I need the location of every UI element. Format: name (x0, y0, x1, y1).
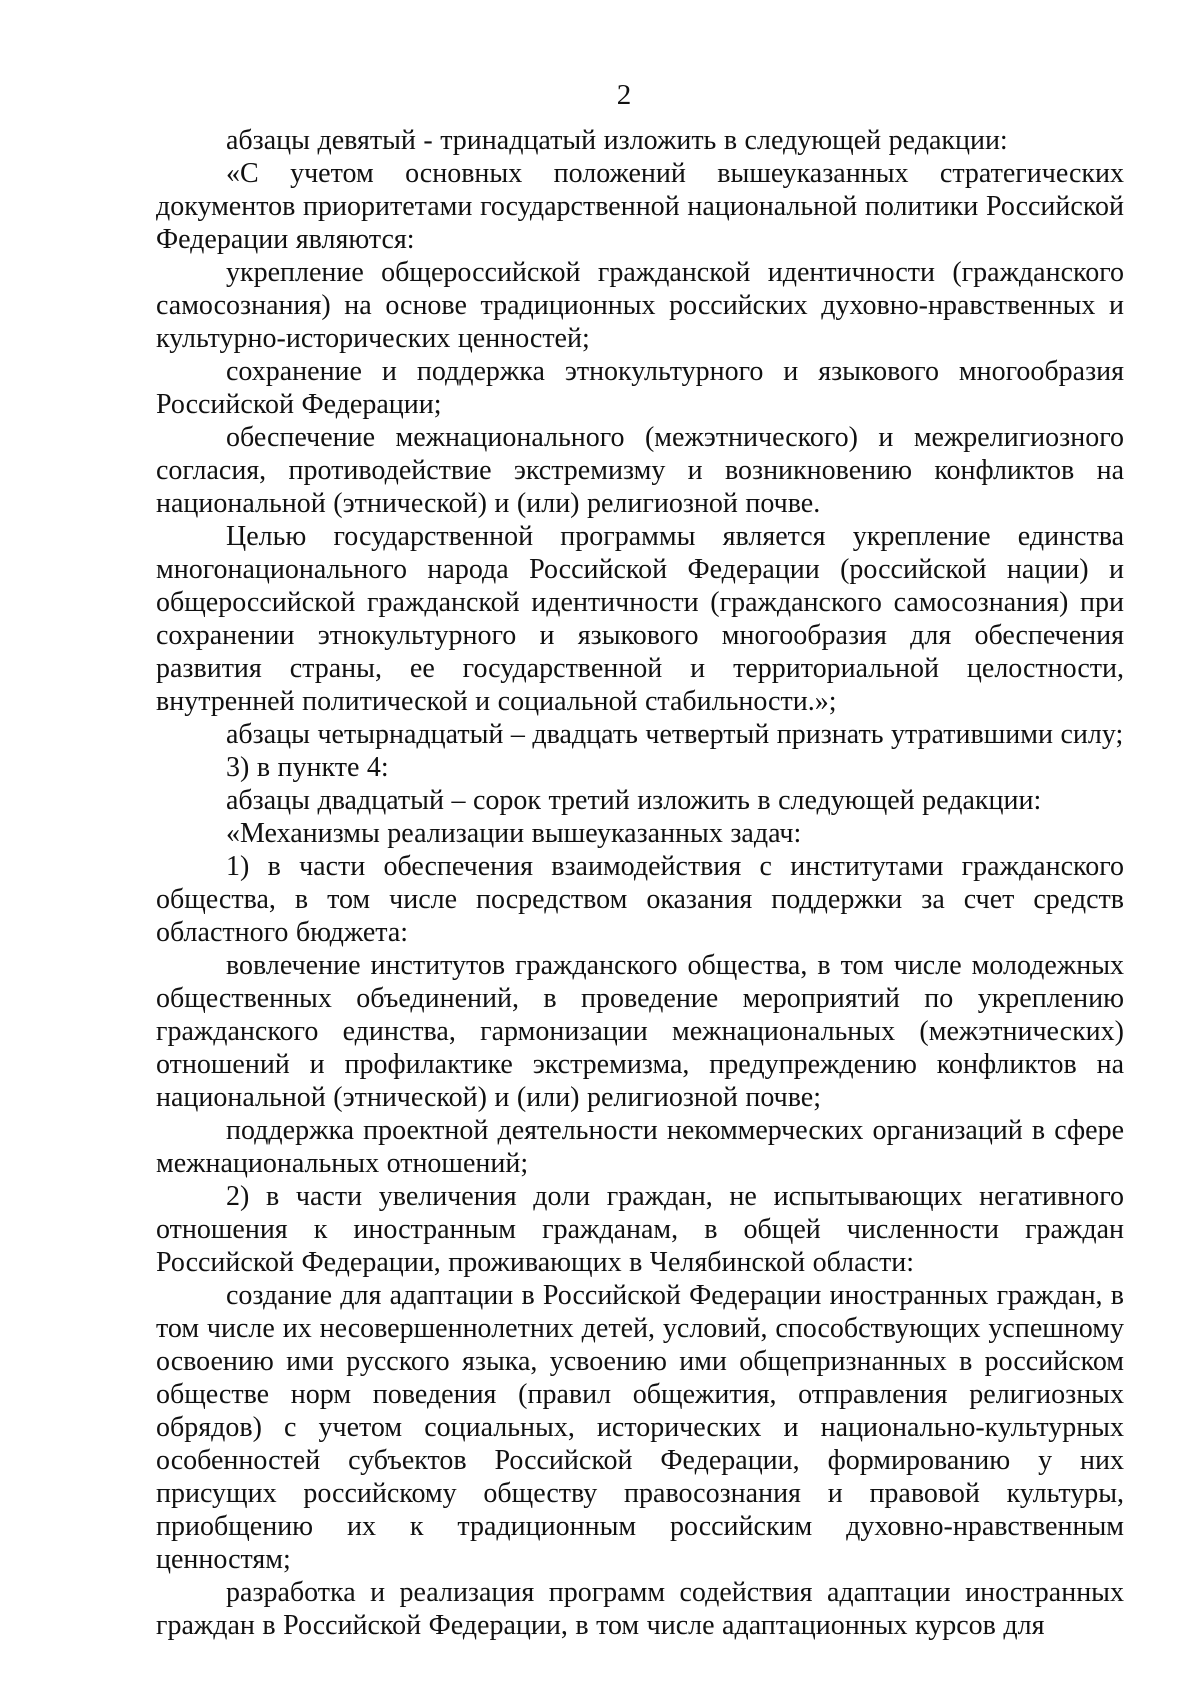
document-body (156, 124, 1124, 1642)
paragraph: 3) в пункте 4: (226, 752, 389, 783)
paragraph: «Механизмы реализации вышеуказанных задач: (226, 818, 802, 849)
paragraph: разработка и реализация программ содействия адаптации иностранных граждан в Российской Федерации, в том числе адаптационных курсов для (156, 1577, 1124, 1641)
paragraph: 2) в части увеличения доли граждан, не испытывающих негативного отношения к иностранным гражданам, в общей численности граждан Российской Федерации, проживающих в Челябинской области: (156, 1181, 1124, 1278)
paragraph: поддержка проектной деятельности некоммерческих организаций в сфере межнациональных отношений; (156, 1115, 1124, 1179)
paragraph: создание для адаптации в Российской Федерации иностранных граждан, в том числе их несовершеннолетних детей, условий, способствующих успешному освоению ими русского языка, усвоению ими общепризнанных в российском обществе норм поведения (правил общежития, отправления религиозных обрядов) с учетом социальных, исторических и национально-культурных особенностей субъектов Российской Федерации, формированию у них присущих российскому обществу правосознания и правовой культуры, приобщению их к традиционным российским духовно-нравственным ценностям; (156, 1280, 1124, 1575)
paragraph: абзацы двадцатый – сорок третий изложить в следующей редакции: (226, 785, 1042, 816)
paragraph: обеспечение межнационального (межэтнического) и межрелигиозного согласия, противодействие экстремизму и возникновению конфликтов на национальной (этнической) и (или) религиозной почве. (156, 422, 1124, 519)
paragraph: абзацы девятый - тринадцатый изложить в следующей редакции: (226, 125, 1008, 156)
paragraph: сохранение и поддержка этнокультурного и языкового многообразия Российской Федерации; (156, 356, 1124, 420)
page-number: 2 (616, 79, 632, 111)
paragraph: 1) в части обеспечения взаимодействия с институтами гражданского общества, в том числе посредством оказания поддержки за счет средств областного бюджета: (156, 851, 1124, 948)
paragraph: «С учетом основных положений вышеуказанных стратегических документов приоритетами государственной национальной политики Российской Федерации являются: (156, 158, 1124, 255)
paragraph: укрепление общероссийской гражданской идентичности (гражданского самосознания) на основе традиционных российских духовно-нравственных и культурно-исторических ценностей; (156, 257, 1124, 354)
paragraph: вовлечение институтов гражданского общества, в том числе молодежных общественных объединений, в проведение мероприятий по укреплению гражданского единства, гармонизации межнациональных (межэтнических) отношений и профилактике экстремизма, предупреждению конфликтов на национальной (этнической) и (или) религиозной почве; (156, 950, 1124, 1113)
paragraph: абзацы четырнадцатый – двадцать четвертый признать утратившими силу; (226, 719, 1124, 750)
paragraph: Целью государственной программы является укрепление единства многонационального народа Российской Федерации (российской нации) и общероссийской гражданской идентичности (гражданского самосознания) при сохранении этнокультурного и языкового многообразия для обеспечения развития страны, ее государственной и территориальной целостности, внутренней политической и социальной стабильности.»; (156, 521, 1124, 717)
